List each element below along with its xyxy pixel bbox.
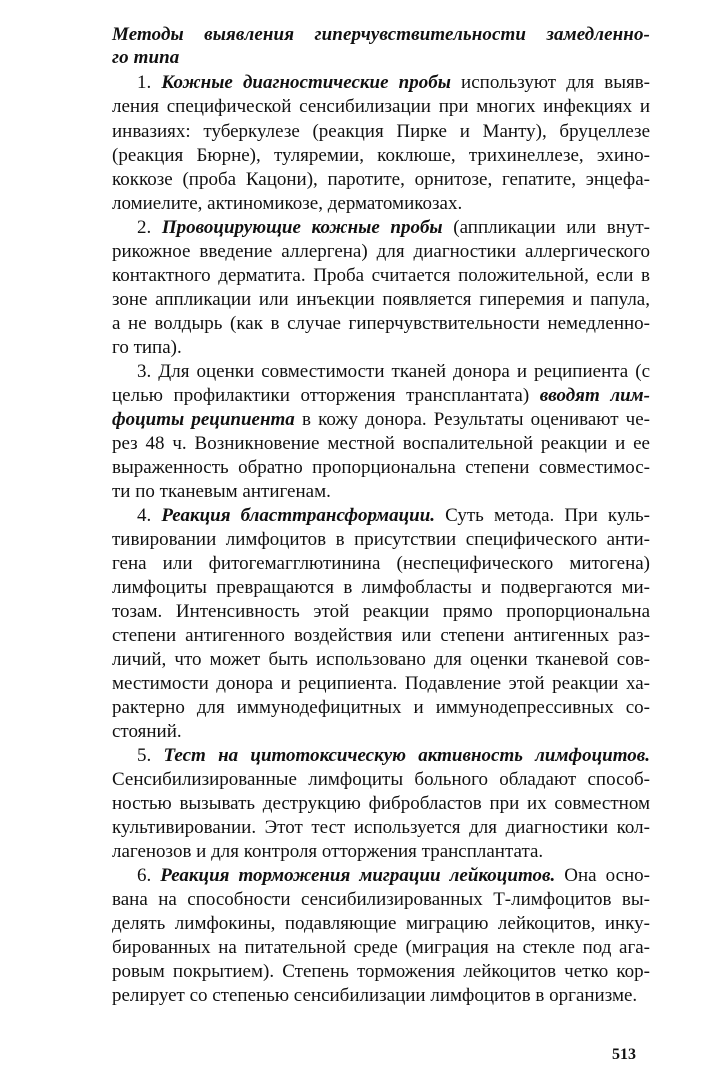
body-text: Она осно- <box>555 865 651 886</box>
paragraph-4-line <box>112 552 650 576</box>
body-text: тозам. Интенсивность этой реакции прямо пропорциональна <box>112 601 650 622</box>
paragraph-2-line <box>112 336 650 360</box>
paragraph-3-line <box>112 384 650 408</box>
paragraph-1-line <box>112 95 650 119</box>
paragraph-5-line <box>137 744 650 768</box>
paragraph-5-line <box>112 792 650 816</box>
paragraph-4-line <box>137 504 650 528</box>
body-text: 3. Для оценки совместимости тканей донора и реципиента (с <box>137 361 650 382</box>
paragraph-5-line <box>112 840 650 864</box>
emphasized-term: вводят лим- <box>539 385 650 406</box>
paragraph-4-line <box>112 624 650 648</box>
paragraph-6-line <box>137 864 650 888</box>
body-text: культивировании. Этот тест используется для диагностики кол- <box>112 817 650 838</box>
paragraph-3-line <box>112 480 650 504</box>
body-text: гена или фитогемагглютинина (неспецифического митогена) <box>112 553 650 574</box>
body-text: 2. <box>137 217 162 238</box>
body-text: релирует со степенью сенсибилизации лимфоцитов в организме. <box>112 985 638 1006</box>
paragraph-3-line <box>112 456 650 480</box>
paragraph-2-line <box>137 216 650 240</box>
paragraph-6-line <box>112 960 650 984</box>
body-text: тивировании лимфоцитов в присутствии специфического анти- <box>112 529 650 550</box>
paragraph-2-line <box>112 288 650 312</box>
paragraph-4-line <box>112 576 650 600</box>
body-text: Суть метода. При куль- <box>435 505 650 526</box>
body-text: контактного дерматита. Проба считается положительной, если в <box>112 265 650 286</box>
paragraph-2-line <box>112 264 650 288</box>
paragraph-4-line <box>112 648 650 672</box>
body-text: выраженность обратно пропорциональна степени совместимос- <box>112 457 650 478</box>
paragraph-4-line <box>112 672 650 696</box>
body-text: го типа). <box>112 337 182 358</box>
body-text: степени антигенного воздействия или степени антигенных раз- <box>112 625 650 646</box>
body-text: ломиелите, актиномикозе, дерматомикозах. <box>112 193 463 214</box>
body-text: (аппликации или внут- <box>442 217 651 238</box>
body-text: 4. <box>137 505 162 526</box>
body-text: инвазиях: туберкулезе (реакция Пирке и Манту), бруцеллезе <box>112 121 650 142</box>
body-text: рез 48 ч. Возникновение местной воспалительной реакции и ее <box>112 433 650 454</box>
paragraph-6-line <box>112 984 650 1008</box>
paragraph-1-line <box>112 144 650 168</box>
paragraph-3-line <box>137 360 650 384</box>
body-text: стояний. <box>112 721 182 742</box>
body-text: ностью вызывать деструкцию фибробластов при их совместном <box>112 793 650 814</box>
paragraph-6-line <box>112 888 650 912</box>
body-text: зоне аппликации или инъекции появляется гиперемия и папула, <box>112 289 650 310</box>
body-text: а не волдырь (как в случае гиперчувствительности немедленно- <box>112 313 650 334</box>
paragraph-1-line <box>137 71 650 95</box>
heading-line: го типа <box>112 47 180 68</box>
body-text: личий, что может быть использовано для оценки тканевой сов- <box>112 649 650 670</box>
paragraph-2-line <box>112 240 650 264</box>
paragraph-6-line <box>112 912 650 936</box>
body-text: ровым покрытием). Степень торможения лейкоцитов четко кор- <box>112 961 650 982</box>
body-text: рикожное введение аллергена) для диагностики аллергического <box>112 241 650 262</box>
body-text: бированных на питательной среде (миграция на стекле под ага- <box>112 937 650 958</box>
body-text: используют для выяв- <box>450 72 651 93</box>
emphasized-term: Реакция торможения миграции лейкоцитов. <box>160 865 556 886</box>
emphasized-term: фоциты реципиента <box>112 409 295 430</box>
body-text: Сенсибилизированные лимфоциты больного обладают способ- <box>112 769 650 790</box>
body-text: делять лимфокины, подавляющие миграцию лейкоцитов, инку- <box>112 913 650 934</box>
body-text: вана на способности сенсибилизированных Т-лимфоцитов вы- <box>112 889 650 910</box>
body-text: лагенозов и для контроля отторжения трансплантата. <box>112 841 544 862</box>
paragraph-3-line <box>112 408 650 432</box>
emphasized-term: Кожные диагностические пробы <box>161 72 451 93</box>
emphasized-term: Тест на цитотоксическую активность лимфоцитов. <box>163 745 651 766</box>
heading-line: Методы выявления гиперчувствительности замедленно- <box>112 24 650 45</box>
paragraph-6-line <box>112 936 650 960</box>
paragraph-4-line <box>112 600 650 624</box>
emphasized-term: Реакция бласттрансформации. <box>161 505 436 526</box>
emphasized-term: Провоцирующие кожные пробы <box>161 217 443 238</box>
paragraph-4-line <box>112 696 650 720</box>
paragraph-2-line <box>112 312 650 336</box>
body-text: ти по тканевым антигенам. <box>112 481 331 502</box>
page-number: 513 <box>612 1046 636 1063</box>
body-text: 6. <box>137 865 161 886</box>
body-text: ления специфической сенсибилизации при многих инфекциях и <box>112 96 650 117</box>
body-text: в кожу донора. Результаты оценивают че- <box>294 409 650 430</box>
body-text: коккозе (проба Кацони), паротите, орнитозе, гепатите, энцефа- <box>112 169 650 190</box>
body-text: местимости донора и реципиента. Подавление этой реакции ха- <box>112 673 650 694</box>
paragraph-1-line <box>112 168 650 192</box>
paragraph-4-line <box>112 720 650 744</box>
paragraph-1-line <box>112 120 650 144</box>
body-text: рактерно для иммунодефицитных и иммунодепрессивных со- <box>112 697 650 718</box>
body-text: 1. <box>137 72 162 93</box>
body-text: целью профилактики отторжения трансплантата) <box>112 385 540 406</box>
body-text: (реакция Бюрне), туляремии, коклюше, трихинеллезе, эхино- <box>112 145 650 166</box>
paragraph-3-line <box>112 432 650 456</box>
body-text: лимфоциты превращаются в лимфобласты и подвергаются ми- <box>112 577 650 598</box>
paragraph-4-line <box>112 528 650 552</box>
paragraph-1-line <box>112 192 650 216</box>
paragraph-5-line <box>112 816 650 840</box>
paragraph-5-line <box>112 768 650 792</box>
body-text: 5. <box>137 745 164 766</box>
